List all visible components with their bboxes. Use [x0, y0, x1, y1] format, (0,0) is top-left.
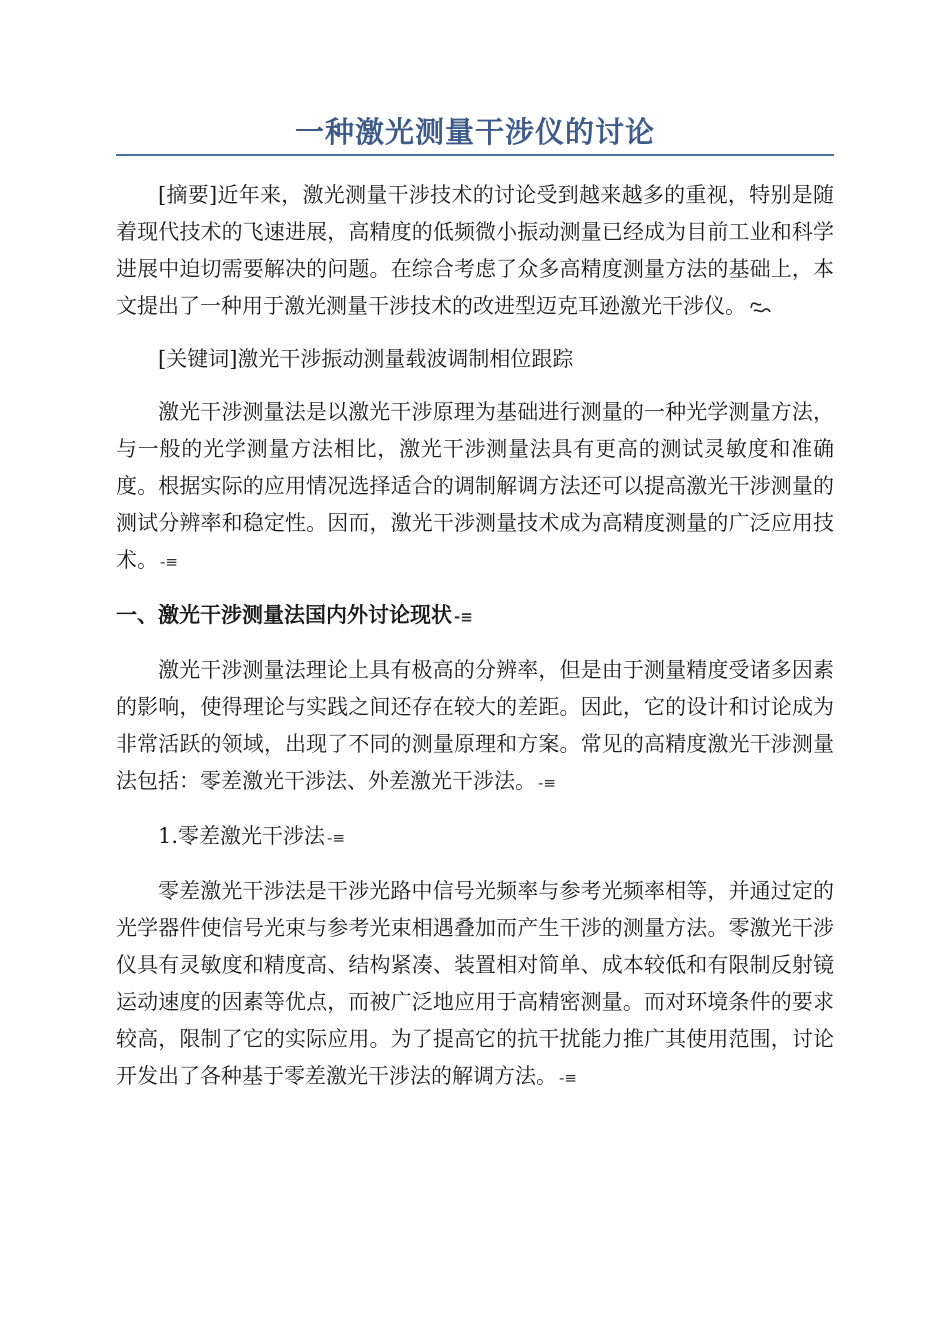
subsection1-heading: [116, 818, 834, 857]
subsection1-text: 零差激光干涉法是干涉光路中信号光频率与参考光频率相等，并通过定的光学器件使信号光束与参考光束相遇叠加而产生干涉的测量方法。零激光干涉仪具有灵敏度和精度高、结构紧凑、装置相对简单、成本较低和有限制反射镜运动速度的因素等优点，而被广泛地应用于高精密测量。而对环境条件的要求较高，限制了它的实际应用。为了提高它的抗干扰能力推广其使用范围，讨论开发出了各种基于零差激光干涉法的解调方法。: [116, 879, 834, 1088]
paragraph-mark: -≡: [454, 608, 473, 626]
document-title: 一种激光测量干涉仪的讨论: [294, 115, 655, 149]
title-underline: [116, 154, 834, 156]
document-page: [116, 112, 834, 1113]
intro-text: 激光干涉测量法是以激光干涉原理为基础进行测量的一种光学测量方法，与一般的光学测量方法相比，激光干涉测量法具有更高的测试灵敏度和准确度。根据实际的应用情况选择适合的调制解调方法还可以提高激光干涉测量的测试分辨率和稳定性。因而，激光干涉测量技术成为高精度测量的广泛应用技术。: [116, 400, 834, 572]
section1-paragraph: [116, 652, 834, 802]
section1-text: 激光干涉测量法理论上具有极高的分辨率，但是由于测量精度受诸多因素的影响，使得理论与实践之间还存在较大的差距。因此，它的设计和讨论成为非常活跃的领域，出现了不同的测量原理和方案。常见的高精度激光干涉测量法包括：零差激光干涉法、外差激光干涉法。: [116, 658, 834, 793]
subsection1-paragraph: [116, 873, 834, 1097]
intro-paragraph: [116, 394, 834, 581]
keywords-paragraph: [关键词]激光干涉振动测量载波调制相位跟踪: [158, 347, 574, 371]
paragraph-mark: -≡: [160, 553, 178, 571]
subsection1-heading-text: 1.零差激光干涉法: [158, 824, 326, 848]
section1-heading: [116, 597, 834, 636]
paragraph-mark-icon: [750, 301, 772, 315]
paragraph-mark: -≡: [538, 774, 556, 792]
abstract-paragraph: [116, 177, 834, 325]
paragraph-mark: -≡: [559, 1069, 577, 1087]
paragraph-mark: -≡: [327, 829, 346, 847]
abstract-text: [摘要]近年来，激光测量干涉技术的讨论受到越来越多的重视，特别是随着现代技术的飞速进展，高精度的低频微小振动测量已经成为目前工业和科学进展中迫切需要解决的问题。在综合考虑了众多高精度测量方法的基础上，本文提出了一种用于激光测量干涉技术的改进型迈克耳逊激光干涉仪。: [116, 183, 834, 318]
section1-heading-text: 一、激光干涉测量法国内外讨论现状: [116, 603, 452, 627]
